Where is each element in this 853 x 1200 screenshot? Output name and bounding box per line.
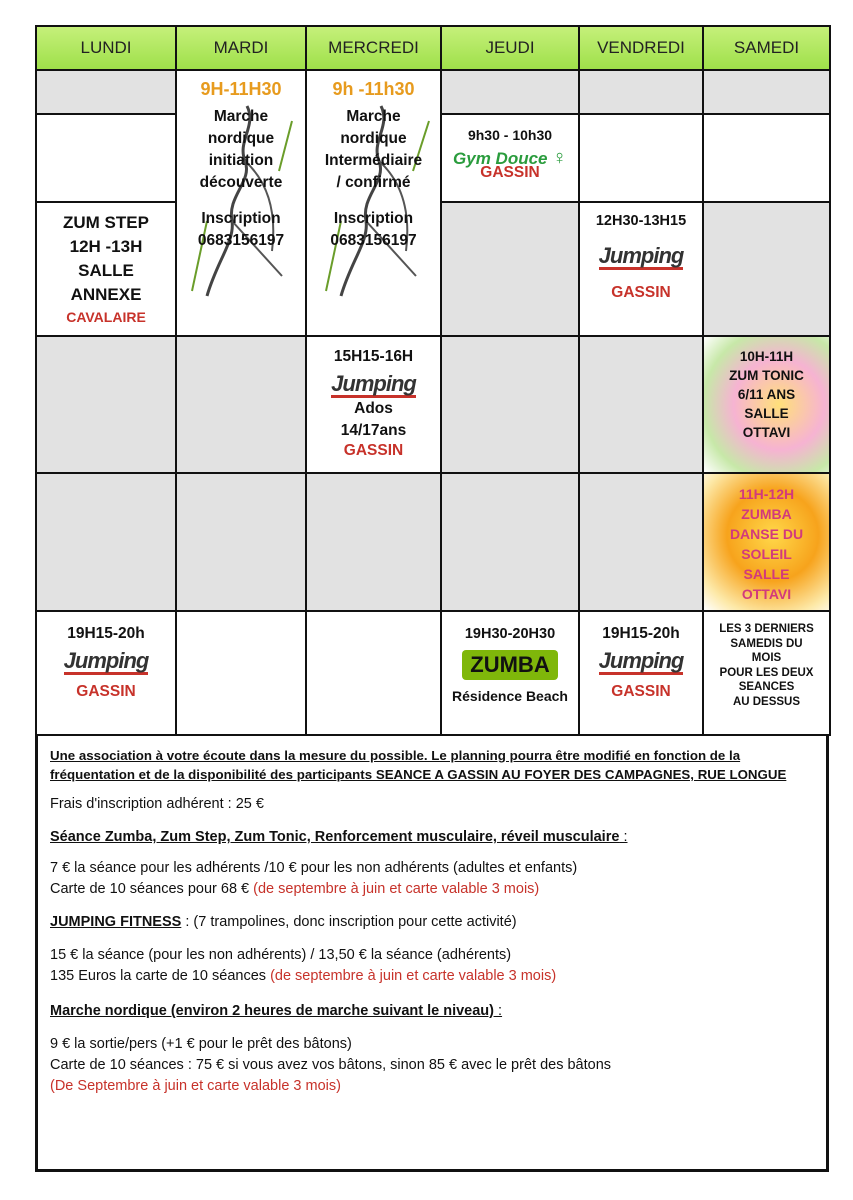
schedule-row [36,611,830,735]
schedule-sheet [35,25,829,1172]
gym-douce-logo: Gym Douce [453,149,548,168]
empty-cell [579,114,703,202]
jumping-logo: Jumping [598,243,684,268]
jumping-card-line [50,966,816,987]
zum-tonic-line: 6/11 ANS [737,387,796,402]
mercredi-nordic-walk-cell [306,70,441,336]
zumba-pricing-title-text: Séance Zumba, Zum Step, Zum Tonic, Renforcement musculaire, réveil musculaire [50,829,620,845]
empty-cell [579,70,703,114]
weekly-schedule-table [35,25,831,736]
marche-pricing-title-text: Marche nordique (environ 2 heures de marche suivant le niveau) [50,1003,494,1019]
schedule-row [36,336,830,473]
samedi-note-line: AU DESSUS [732,695,801,708]
lundi-evening-time: 19H15-20h [67,625,145,642]
samedi-zum-tonic-cell [703,336,830,473]
empty-cell [441,473,579,611]
frais-inscription: Frais d'inscription adhérent : 25 € [50,796,264,812]
mardi-line: nordique [207,130,275,147]
jeudi-zumba-cell [441,611,579,735]
jumping-logo: Jumping [331,371,416,396]
mercredi-phone: 0683156197 [330,232,417,249]
zumba-soleil-line: DANSE DU [729,526,804,542]
schedule-row [36,473,830,611]
samedi-note-cell [703,611,830,735]
empty-cell [306,611,441,735]
jeudi-gym-cell [441,114,579,202]
marche-pricing-title-tail: : [494,1003,503,1019]
empty-cell [441,202,579,336]
day-header-samedi: SAMEDI [703,26,830,70]
jumping-price-line: 15 € la séance (pour les non adhérents) / 13,50 € la séance (adhérents) [50,947,512,963]
empty-cell [36,473,176,611]
samedi-note-line: SEANCES [738,681,795,693]
ados-line: 14/17ans [340,422,407,439]
empty-cell [703,70,830,114]
schedule-row [36,70,830,114]
mercredi-inscription: Inscription [333,210,414,227]
samedi-zumba-soleil-cell [703,473,830,611]
zumba-soleil-line: SOLEIL [741,546,792,562]
zumba-price-line: 7 € la séance pour les adhérents /10 € pour les non adhérents (adultes et enfants) [50,860,578,876]
lundi-jumping-cell [36,611,176,735]
dancer-icon: ♀ [551,147,567,169]
mardi-line: découverte [199,174,283,191]
vendredi-evening-jumping-cell [579,611,703,735]
empty-cell [36,114,176,202]
zum-step-line: ZUM STEP [63,213,149,232]
zum-tonic-line: ZUM TONIC [729,368,804,383]
samedi-note-line: LES 3 DERNIERS [719,623,814,635]
empty-cell [306,473,441,611]
day-header-mercredi: MERCREDI [306,26,441,70]
ados-line: Ados [354,400,393,417]
zumba-soleil-line: 11H-12H [738,486,795,502]
vendredi-evening-place: GASSIN [611,683,671,700]
empty-cell [176,473,306,611]
jumping-pricing-title-tail: : (7 trampolines, donc inscription pour cette activité) [181,914,517,930]
zumba-soleil-line: OTTAVI [741,586,792,602]
mardi-activity [177,106,305,194]
lundi-zum-step-cell [36,202,176,336]
mercredi-jumping-ados-cell [306,336,441,473]
mardi-nordic-walk-cell [176,70,306,336]
marche-price-line: 9 € la sortie/pers (+1 € pour le prêt des bâtons) [50,1036,352,1052]
marche-pricing-title [50,1001,816,1022]
samedi-note-line: POUR LES DEUX [719,666,814,679]
zumba-pricing-title [50,827,816,848]
empty-cell [579,336,703,473]
mercredi-line: nordique [340,130,407,147]
zumba-logo: ZUMBA [462,650,557,680]
empty-cell [176,336,306,473]
header-row [36,26,830,70]
zum-tonic-line: 10H-11H [739,349,794,364]
mercredi-line: Intermédiaire [324,152,423,169]
jumping-pricing-title-text: JUMPING FITNESS [50,914,182,930]
vendredi-evening-time: 19H15-20h [602,625,680,642]
mercredi-line: / confirmé [336,174,411,191]
mercredi-time: 9h -11h30 [332,79,415,99]
day-header-mardi: MARDI [176,26,306,70]
samedi-note-line: SAMEDIS DU [730,637,803,650]
empty-cell [703,202,830,336]
marche-card-note: (De Septembre à juin et carte valable 3 mois) [50,1078,341,1094]
jeudi-evening-time: 19H30-20H30 [464,626,556,642]
ados-time: 15H15-16H [333,348,414,365]
empty-cell [36,70,176,114]
lundi-evening-place: GASSIN [76,683,136,700]
jumping-logo: Jumping [598,648,684,673]
mardi-line: Marche [213,108,269,125]
empty-cell [441,336,579,473]
jumping-card-text: 135 Euros la carte de 10 séances [50,968,271,984]
zum-step-line: ANNEXE [70,285,142,304]
zumba-card-text: Carte de 10 séances pour 68 € [50,881,254,897]
jumping-card-note: (de septembre à juin et carte valable 3 mois) [270,968,557,984]
mardi-inscription: Inscription [201,210,281,227]
zum-tonic-line: SALLE [744,406,789,421]
vendredi-jumping-cell [579,202,703,336]
mercredi-line: Marche [346,108,401,125]
mardi-time: 9H-11H30 [200,79,282,99]
pricing-info-box [35,736,829,1172]
zum-step-line: 12H -13H [69,237,143,256]
zumba-pricing-title-tail: : [619,829,628,845]
jeudi-gym-time: 9h30 - 10h30 [467,127,553,143]
info-intro: Une association à votre écoute dans la mesure du possible. Le planning pourra être modifié en fonction de la fréquentation et de la disponibilité des participants SEANCE A GASSIN AU FOYER DES CAMPAGNES, RUE LONGUE [50,748,787,782]
day-header-vendredi: VENDREDI [579,26,703,70]
mercredi-activity [307,106,440,194]
vendredi-jump-time: 12H30-13H15 [595,213,687,229]
jumping-pricing-title [50,912,816,933]
jumping-logo: Jumping [63,648,149,673]
jeudi-evening-place: Résidence Beach [452,688,568,704]
mardi-phone: 0683156197 [197,232,285,249]
zumba-soleil-line: ZUMBA [741,506,792,522]
ados-place: GASSIN [343,442,404,459]
day-header-jeudi: JEUDI [441,26,579,70]
lundi-step-place: CAVALAIRE [66,309,146,325]
samedi-note-line: MOIS [751,652,782,664]
zumba-soleil-line: SALLE [743,566,790,582]
zum-tonic-line: OTTAVI [742,425,791,440]
empty-cell [176,611,306,735]
zum-step-line: SALLE [78,261,134,280]
empty-cell [36,336,176,473]
zumba-card-line [50,879,816,900]
marche-card-line: Carte de 10 séances : 75 € si vous avez vos bâtons, sinon 85 € avec le prêt des bâtons [50,1057,612,1073]
day-header-lundi: LUNDI [36,26,176,70]
vendredi-jump-place: GASSIN [611,284,671,301]
empty-cell [703,114,830,202]
mardi-line: initiation [208,152,274,169]
zumba-card-note: (de septembre à juin et carte valable 3 mois) [253,881,540,897]
jeudi-gym-place: GASSIN [480,164,540,181]
empty-cell [579,473,703,611]
empty-cell [441,70,579,114]
